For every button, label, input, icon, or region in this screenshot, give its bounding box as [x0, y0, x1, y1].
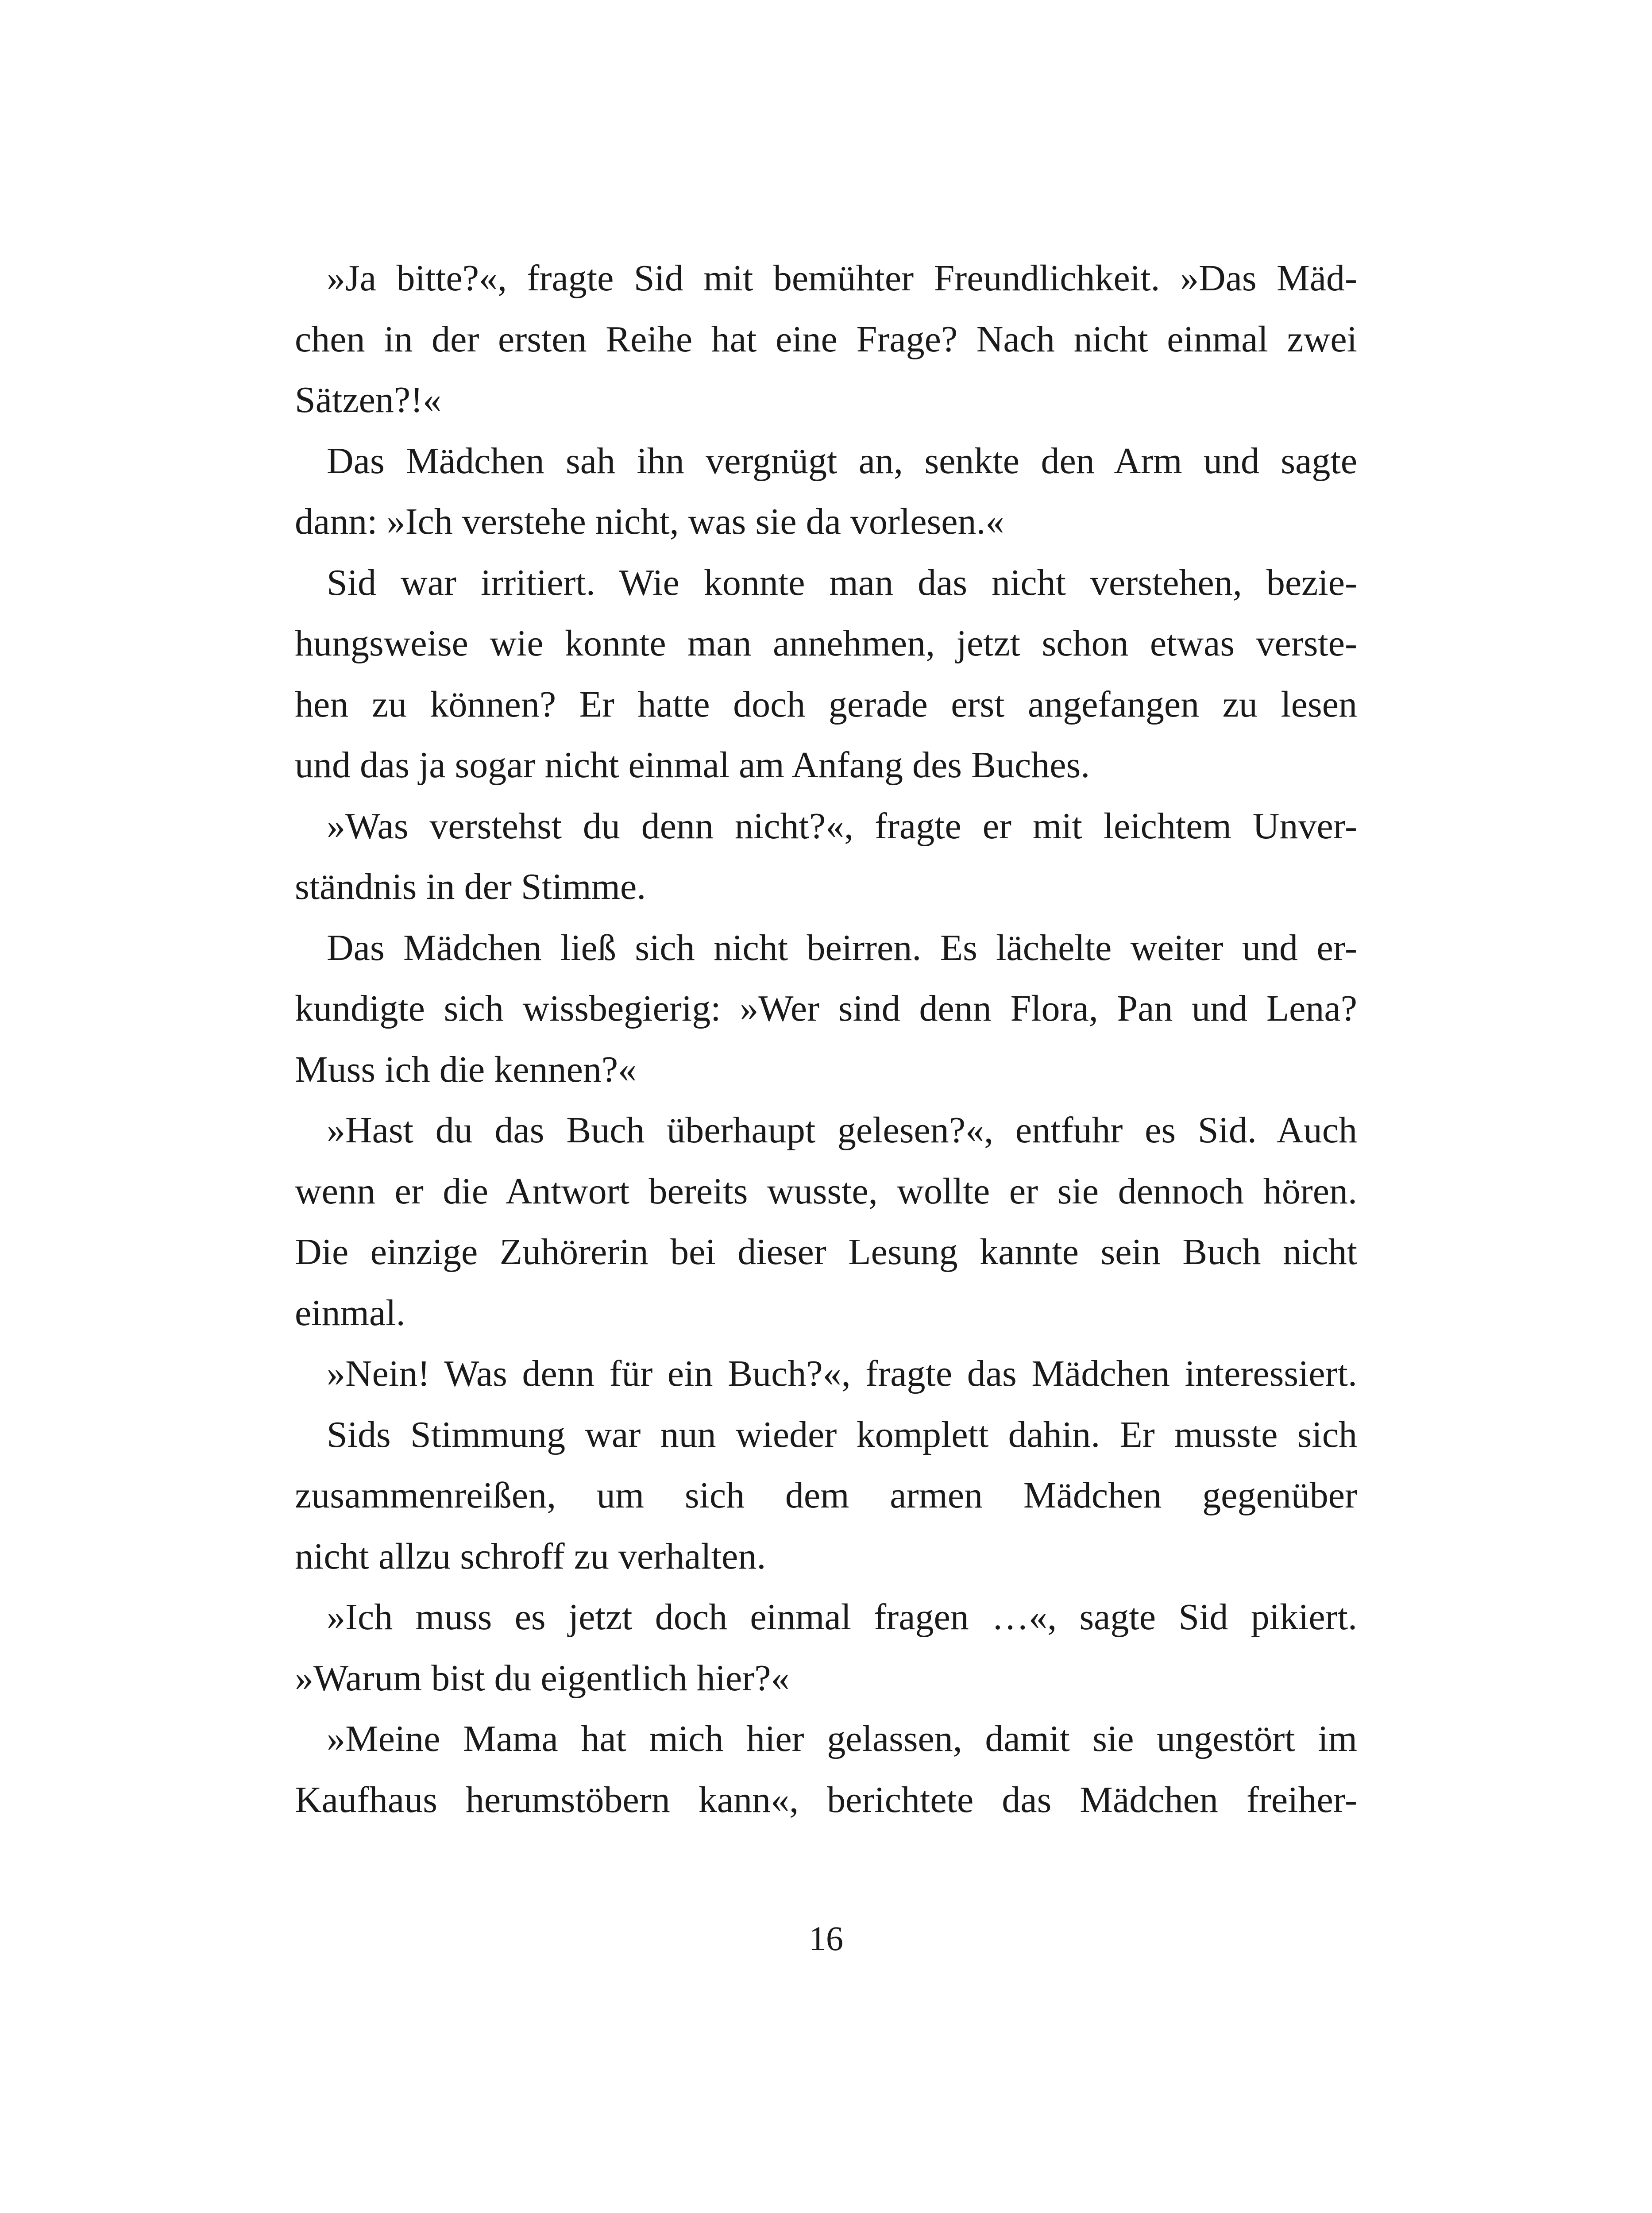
- text-line: hungsweise wie konnte man annehmen, jetzt schon etwas verste-: [295, 623, 1357, 664]
- text-line: ständnis in der Stimme.: [295, 866, 646, 907]
- text-line: nicht allzu schroff zu verhalten.: [295, 1535, 766, 1577]
- page-number: 16: [809, 1919, 843, 1958]
- text-line: einmal.: [295, 1292, 405, 1334]
- text-line: chen in der ersten Reihe hat eine Frage? Nach nicht einmal zwei: [295, 318, 1357, 360]
- body-text: [295, 248, 1357, 1830]
- text-line: »Meine Mama hat mich hier gelassen, damit sie ungestört im: [327, 1718, 1357, 1759]
- text-line: »Warum bist du eigentlich hier?«: [295, 1657, 790, 1699]
- text-line: Das Mädchen sah ihn vergnügt an, senkte den Arm und sagte: [327, 440, 1357, 482]
- text-line: dann: »Ich verstehe nicht, was sie da vorlesen.«: [295, 501, 1004, 542]
- text-line: »Ich muss es jetzt doch einmal fragen …«, sagte Sid pikiert.: [327, 1596, 1357, 1638]
- text-line: »Hast du das Buch überhaupt gelesen?«, entfuhr es Sid. Auch: [327, 1110, 1357, 1151]
- text-line: kundigte sich wissbegierig: »Wer sind denn Flora, Pan und Lena?: [295, 988, 1357, 1029]
- text-line: »Ja bitte?«, fragte Sid mit bemühter Freundlichkeit. »Das Mäd-: [327, 258, 1357, 299]
- text-line: »Nein! Was denn für ein Buch?«, fragte das Mädchen interessiert.: [327, 1353, 1357, 1394]
- text-line: Sätzen?!«: [295, 379, 442, 420]
- text-line: Muss ich die kennen?«: [295, 1049, 637, 1090]
- text-line: Sid war irritiert. Wie konnte man das nicht verstehen, bezie-: [327, 562, 1357, 603]
- text-line: wenn er die Antwort bereits wusste, wollte er sie dennoch hören.: [295, 1170, 1357, 1212]
- text-line: zusammenreißen, um sich dem armen Mädchen gegenüber: [295, 1475, 1357, 1516]
- text-line: Das Mädchen ließ sich nicht beirren. Es lächelte weiter und er-: [327, 927, 1357, 968]
- text-line: Kaufhaus herumstöbern kann«, berichtete das Mädchen freiher-: [295, 1779, 1357, 1820]
- text-line: Sids Stimmung war nun wieder komplett dahin. Er musste sich: [327, 1414, 1357, 1455]
- text-line: hen zu können? Er hatte doch gerade erst angefangen zu lesen: [295, 683, 1357, 725]
- text-line: Die einzige Zuhörerin bei dieser Lesung kannte sein Buch nicht: [295, 1231, 1357, 1272]
- text-line: »Was verstehst du denn nicht?«, fragte er mit leichtem Unver-: [327, 805, 1357, 847]
- text-line: und das ja sogar nicht einmal am Anfang des Buches.: [295, 744, 1090, 786]
